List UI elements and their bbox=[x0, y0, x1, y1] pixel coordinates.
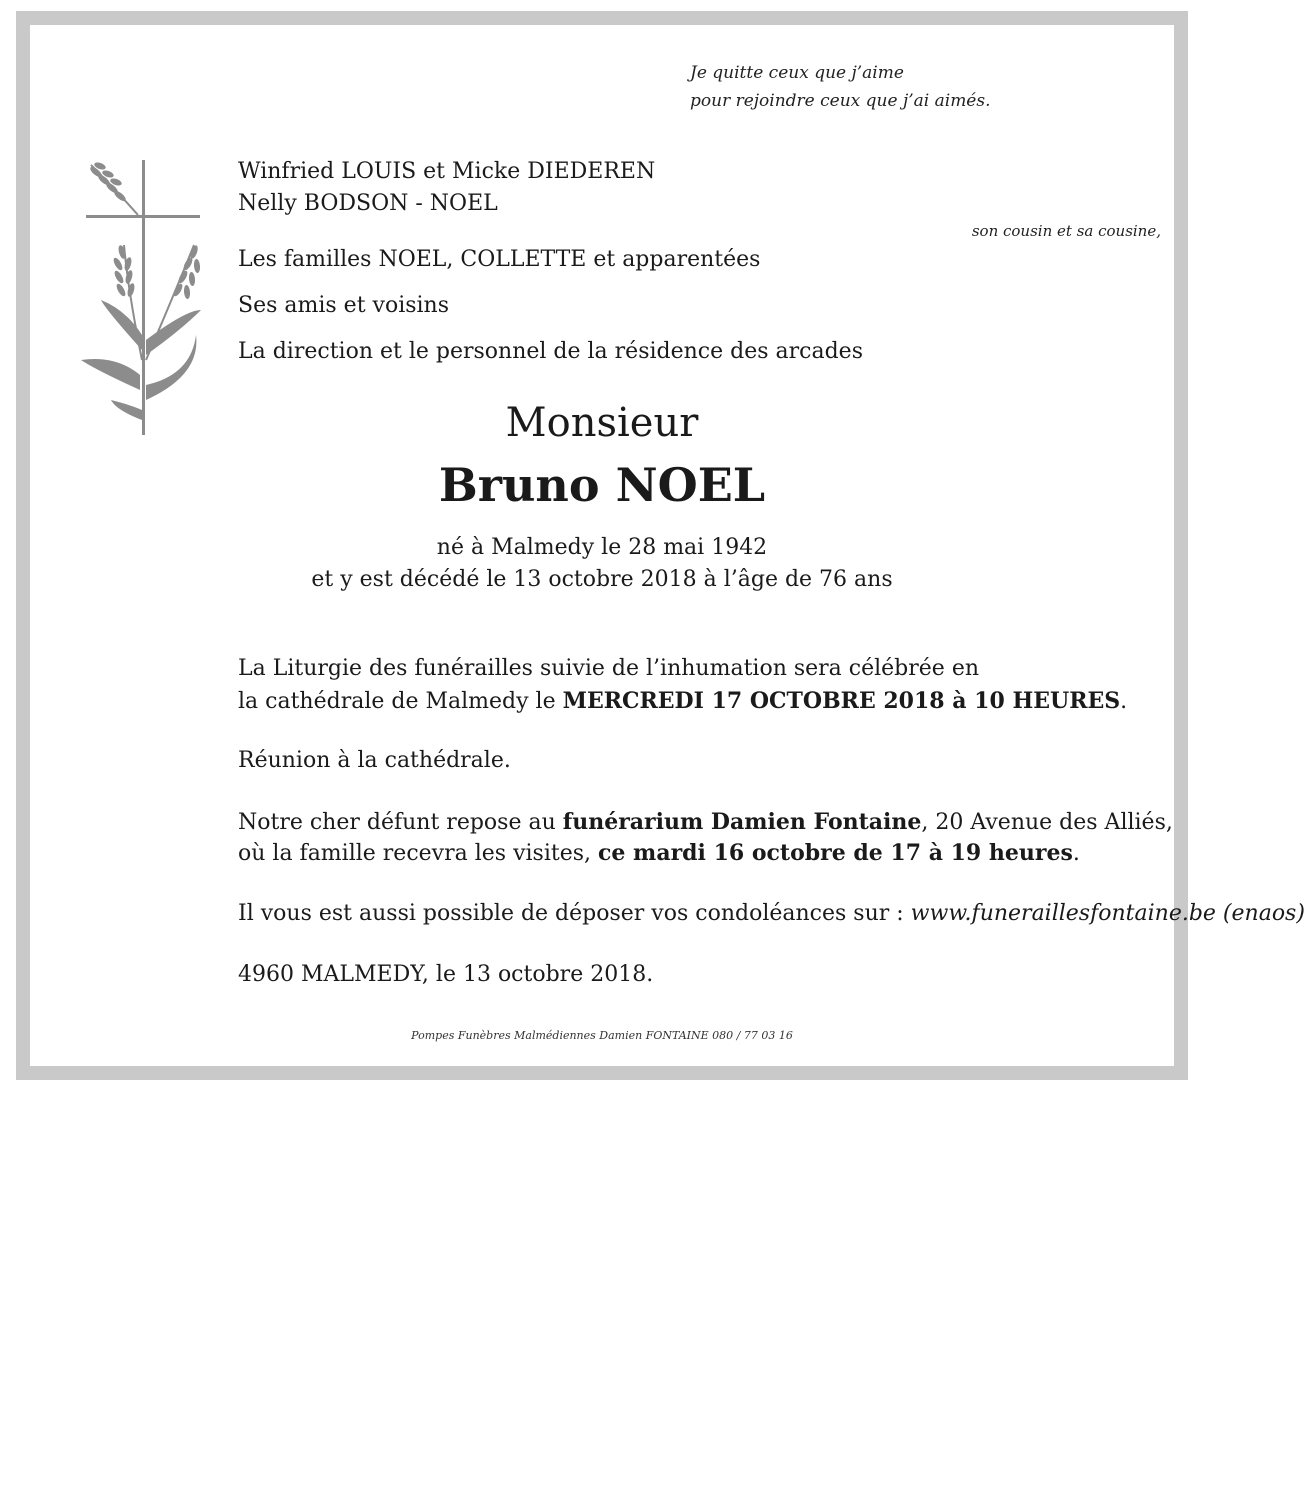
visitation-time: ce mardi 16 octobre de 17 à 19 heures bbox=[598, 840, 1073, 866]
visitation-line-1 bbox=[238, 806, 1173, 839]
ceremony-line-2 bbox=[238, 685, 1127, 718]
visitation-prefix-2: où la famille recevra les visites, bbox=[238, 841, 598, 866]
visitation-suffix: . bbox=[1072, 841, 1080, 866]
epigraph-line-1: Je quitte ceux que j’aime bbox=[690, 63, 904, 83]
ceremony-prefix: la cathédrale de Malmedy le bbox=[238, 689, 563, 714]
condolences-line bbox=[238, 898, 1305, 930]
funerarium-name: funérarium Damien Fontaine bbox=[562, 809, 922, 835]
family-line-2: Nelly BODSON - NOEL bbox=[238, 191, 498, 216]
epigraph bbox=[690, 59, 991, 115]
ceremony-line-1: La Liturgie des funérailles suivie de l’inhumation sera célébrée en bbox=[238, 656, 980, 681]
family-line-5: La direction et le personnel de la résidence des arcades bbox=[238, 339, 863, 364]
visitation-prefix-1: Notre cher défunt repose au bbox=[238, 810, 563, 835]
family-line-3: Les familles NOEL, COLLETTE et apparentées bbox=[238, 247, 761, 272]
deceased-name: Bruno NOEL bbox=[438, 458, 766, 512]
epigraph-line-2: pour rejoindre ceux que j’ai aimés. bbox=[690, 91, 991, 111]
ceremony-datetime: MERCREDI 17 OCTOBRE 2018 à 10 HEURES bbox=[562, 688, 1121, 714]
relation-note: son cousin et sa cousine, bbox=[971, 222, 1161, 240]
condolences-prefix: Il vous est aussi possible de déposer vos condoléances sur : bbox=[238, 901, 911, 926]
footer-funeral-home: Pompes Funèbres Malmédiennes Damien FONTAINE 080 / 77 03 16 bbox=[411, 1029, 793, 1042]
meeting-line: Réunion à la cathédrale. bbox=[238, 748, 511, 773]
obituary-card bbox=[16, 11, 1305, 1080]
family-line-4: Ses amis et voisins bbox=[238, 293, 450, 318]
birth-line: né à Malmedy le 28 mai 1942 bbox=[436, 535, 768, 560]
visitation-line-2 bbox=[238, 837, 1080, 870]
deceased-honorific: Monsieur bbox=[505, 400, 699, 446]
condolences-website: www.funeraillesfontaine.be (enaos) bbox=[910, 901, 1305, 926]
visitation-address: , 20 Avenue des Alliés, bbox=[921, 810, 1173, 835]
family-line-1: Winfried LOUIS et Micke DIEDEREN bbox=[238, 159, 656, 184]
cross-wheat-icon bbox=[76, 160, 206, 440]
ceremony-suffix: . bbox=[1120, 689, 1128, 714]
death-line: et y est décédé le 13 octobre 2018 à l’âge de 76 ans bbox=[311, 567, 893, 592]
place-date: 4960 MALMEDY, le 13 octobre 2018. bbox=[238, 962, 654, 987]
